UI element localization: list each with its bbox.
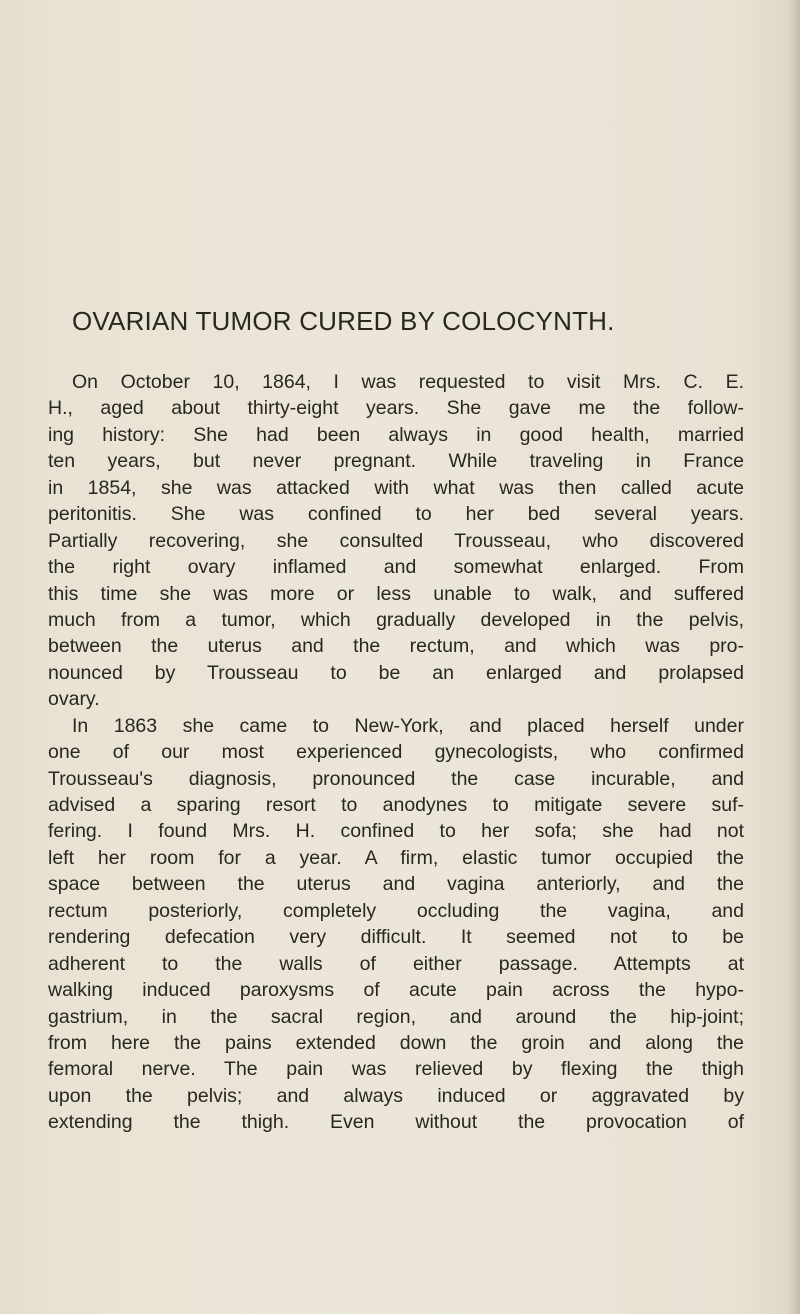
chapter-title: OVARIAN TUMOR CURED BY COLOCYNTH. — [72, 306, 615, 336]
text-line: peritonitis. She was confined to her bed several years. — [48, 503, 744, 526]
text-line: On October 10, 1864, I was requested to visit Mrs. C. E. — [72, 371, 744, 393]
body-text — [48, 369, 744, 1136]
text-line: walking induced paroxysms of acute pain across the hypo- — [48, 979, 744, 1002]
text-line: nounced by Trousseau to be an enlarged and prolapsed — [48, 661, 744, 684]
text-line: extending the thigh. Even without the provocation of — [48, 1111, 744, 1134]
page-edge-shadow — [788, 0, 800, 1314]
text-line: upon the pelvis; and always induced or aggravated by — [48, 1084, 744, 1107]
text-line: Partially recovering, she consulted Trousseau, who discovered — [48, 529, 744, 552]
text-line: left her room for a year. A firm, elastic tumor occupied the — [48, 846, 744, 869]
text-line: rendering defecation very difficult. It seemed not to be — [48, 926, 744, 949]
text-line: ten years, but never pregnant. While traveling in France — [48, 450, 744, 473]
text-line: rectum posteriorly, completely occluding the vagina, and — [48, 899, 744, 922]
text-line: Trousseau's diagnosis, pronounced the case incurable, and — [48, 767, 744, 790]
text-line: this time she was more or less unable to walk, and suffered — [48, 582, 744, 605]
text-line: between the uterus and the rectum, and which was pro- — [48, 635, 744, 658]
text-line: fering. I found Mrs. H. confined to her sofa; she had not — [48, 820, 744, 843]
text-line: the right ovary inflamed and somewhat enlarged. From — [48, 556, 744, 579]
text-line: from here the pains extended down the groin and along the — [48, 1031, 744, 1054]
text-line: femoral nerve. The pain was relieved by flexing the thigh — [48, 1058, 744, 1081]
text-line: gastrium, in the sacral region, and around the hip-joint; — [48, 1005, 744, 1028]
text-line: ovary. — [48, 688, 100, 711]
text-line: one of our most experienced gynecologists, who confirmed — [48, 741, 744, 764]
text-line: advised a sparing resort to anodynes to mitigate severe suf- — [48, 794, 744, 816]
text-line: In 1863 she came to New-York, and placed herself under — [72, 714, 744, 737]
text-line: H., aged about thirty-eight years. She gave me the follow- — [48, 397, 744, 420]
text-line: space between the uterus and vagina anteriorly, and the — [48, 873, 744, 896]
text-line: adherent to the walls of either passage. Attempts at — [48, 952, 744, 975]
text-line: in 1854, she was attacked with what was then called acute — [48, 476, 744, 499]
text-line: much from a tumor, which gradually developed in the pelvis, — [48, 608, 744, 631]
text-line: ing history: She had been always in good health, married — [48, 423, 744, 446]
